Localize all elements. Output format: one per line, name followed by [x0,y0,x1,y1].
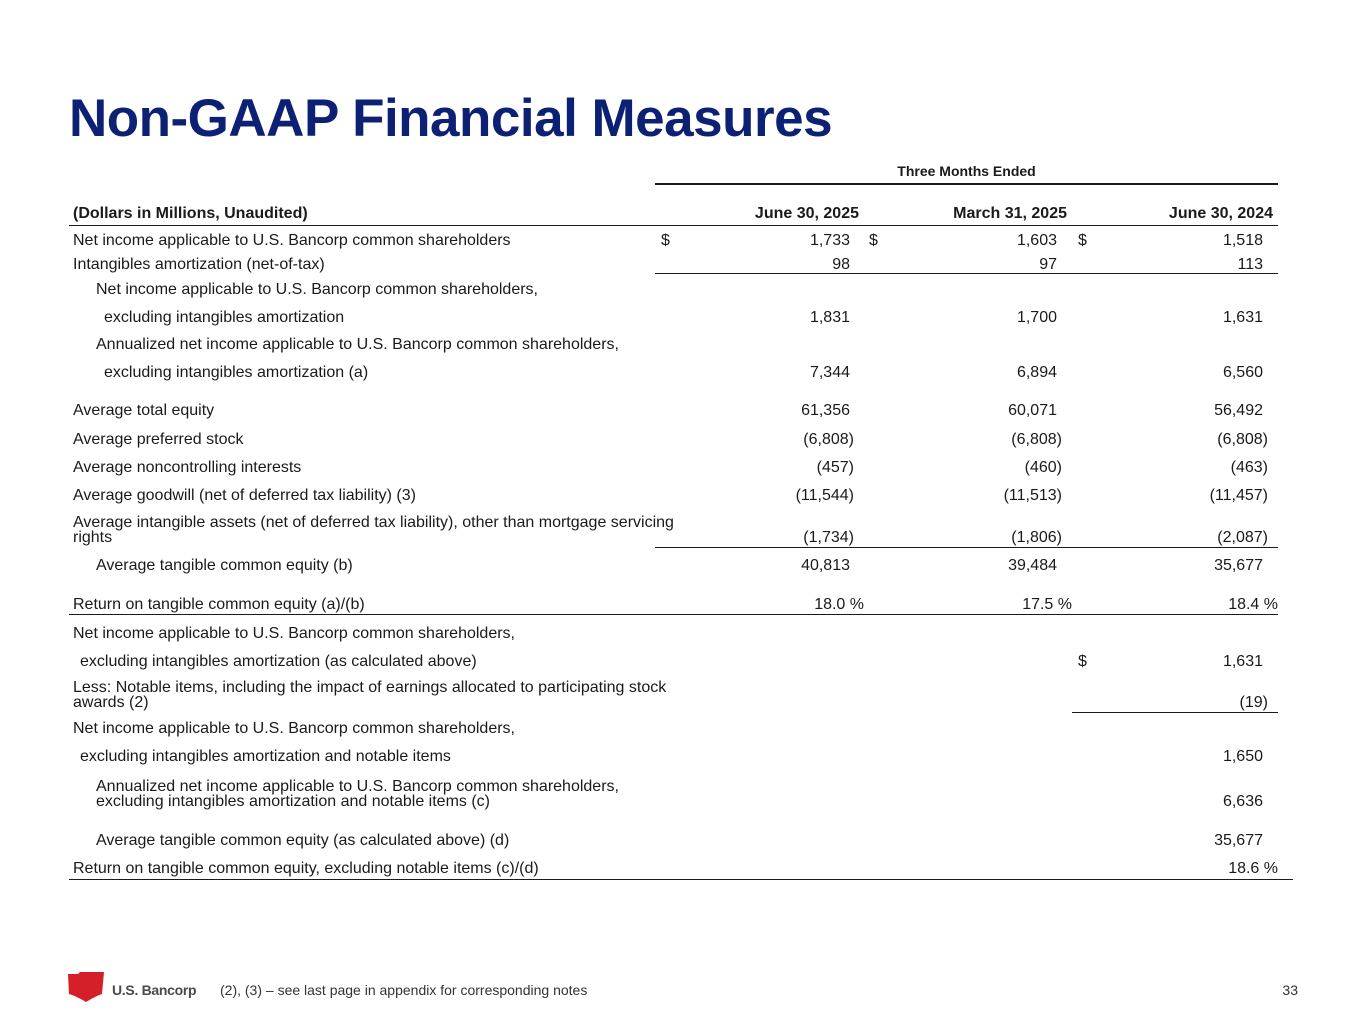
cell-value: 18.6 % [1228,860,1278,877]
row-label: excluding intangibles amortization (a) [104,364,369,381]
row-label: Average tangible common equity (as calculated above) (d) [96,832,510,849]
row-label: Average intangible assets (net of deferred tax liability), other than mortgage servicing [73,514,674,531]
currency-symbol: $ [1078,653,1087,670]
cell-value: (6,808) [1011,431,1062,448]
cell-value: 18.0 % [814,596,864,613]
cell-value: 6,560 [1222,364,1263,381]
row-label: excluding intangibles amortization (as calculated above) [80,653,477,670]
cell-value: (460) [1024,459,1062,476]
cell-value: (1,734) [803,529,854,546]
cell-value: (11,544) [795,487,854,504]
row-label: excluding intangibles amortization and notable items [80,748,451,765]
us-bancorp-shield-logo [68,972,104,1002]
cell-value: (2,087) [1217,529,1268,546]
cell-value: 40,813 [801,557,850,574]
stub-header: (Dollars in Millions, Unaudited) [73,205,308,222]
cell-value: 60,071 [1008,402,1057,419]
row-label: Net income applicable to U.S. Bancorp common shareholders [73,232,511,249]
cell-value: 113 [1237,256,1263,273]
page-title: Non-GAAP Financial Measures [69,89,833,148]
cell-value: 6,636 [1222,793,1263,810]
cell-value: 39,484 [1008,557,1057,574]
footer-note: (2), (3) – see last page in appendix for corresponding notes [220,982,588,998]
row-label: Return on tangible common equity (a)/(b) [73,596,365,613]
cell-value: 1,631 [1222,309,1263,326]
row-label: Annualized net income applicable to U.S. Bancorp common shareholders, [96,336,619,353]
page-number: 33 [1282,982,1298,998]
col-header-jun-2024: June 30, 2024 [1168,205,1273,222]
cell-value: 35,677 [1214,832,1263,849]
col-header-jun-2025: June 30, 2025 [754,205,859,222]
cell-value: 1,650 [1222,748,1263,765]
row-label: Less: Notable items, including the impact of earnings allocated to participating stock [73,679,667,696]
cell-value: (6,808) [803,431,854,448]
row-label: Average total equity [73,402,215,419]
row-label: excluding intangibles amortization [104,309,345,326]
cell-value: 6,894 [1016,364,1057,381]
footer-brand: U.S. Bancorp [112,982,197,998]
cell-value: 98 [832,256,850,273]
cell-value: (19) [1239,694,1268,711]
cell-value: 1,631 [1222,653,1263,670]
cell-value: 1,831 [809,309,850,326]
row-label: Net income applicable to U.S. Bancorp common shareholders, [73,625,515,642]
subtotal-rule [655,273,1278,274]
cell-value: 1,603 [1016,232,1057,249]
column-group-header: Three Months Ended [655,163,1278,185]
cell-value: 56,492 [1214,402,1263,419]
cell-value: 7,344 [809,364,850,381]
row-label: Intangibles amortization (net-of-tax) [73,256,325,273]
row-label: Average goodwill (net of deferred tax liability) (3) [73,487,416,504]
row-label: Return on tangible common equity, excluding notable items (c)/(d) [73,860,539,877]
cell-value: (11,513) [1003,487,1062,504]
cell-value: 1,700 [1016,309,1057,326]
subtotal-rule [1072,712,1278,713]
currency-symbol: $ [1078,232,1087,249]
cell-value: (11,457) [1209,487,1268,504]
row-label: Net income applicable to U.S. Bancorp common shareholders, [73,720,515,737]
subtotal-rule [655,547,1278,548]
cell-value: 35,677 [1214,557,1263,574]
table-bottom-rule [69,879,1293,880]
header-rule [69,225,1278,226]
currency-symbol: $ [869,232,878,249]
row-label: rights [73,529,113,546]
row-label: Average noncontrolling interests [73,459,302,476]
cell-value: 1,518 [1222,232,1263,249]
cell-value: 97 [1039,256,1057,273]
row-label: Annualized net income applicable to U.S. Bancorp common shareholders, [96,778,619,795]
row-label: Net income applicable to U.S. Bancorp common shareholders, [96,281,538,298]
cell-value: (457) [816,459,854,476]
cell-value: (6,808) [1217,431,1268,448]
cell-value: 18.4 % [1228,596,1278,613]
currency-symbol: $ [661,232,670,249]
section-rule [69,614,1278,615]
row-label: awards (2) [73,694,149,711]
row-label: Average preferred stock [73,431,244,448]
cell-value: 61,356 [801,402,850,419]
row-label: Average tangible common equity (b) [96,557,353,574]
col-header-mar-2025: March 31, 2025 [953,205,1067,222]
cell-value: 17.5 % [1022,596,1072,613]
row-label: excluding intangibles amortization and notable items (c) [96,793,490,810]
cell-value: (463) [1230,459,1268,476]
cell-value: (1,806) [1011,529,1062,546]
cell-value: 1,733 [809,232,850,249]
